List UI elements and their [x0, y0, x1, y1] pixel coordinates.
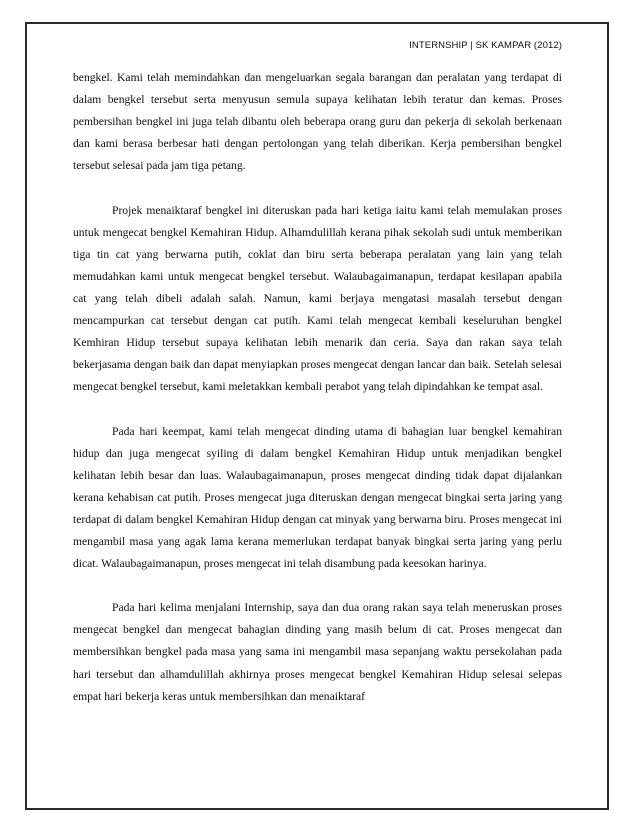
paragraph: Projek menaiktaraf bengkel ini diteruskan pada hari ketiga iaitu kami telah memulakan proses untuk mengecat bengkel Kemahiran Hidup. Alhamdulillah kerana pihak sekolah sudi untuk memberikan tiga tin cat yang berwarna putih, coklat dan biru serta beberapa peralatan yang lain yang telah memudahkan kami untuk mengecat bengkel tersebut. Walaubagaimanapun, terdapat kesilapan apabila cat yang telah dibeli adalah salah. Namun, kami berjaya mengatasi masalah tersebut dengan mencampurkan cat tersebut dengan cat putih. Kami telah mengecat kembali keseluruhan bengkel Kemhiran Hidup tersebut supaya kelihatan lebih menarik dan ceria. Saya dan rakan saya telah bekerjasama dengan baik dan dapat menyiapkan proses mengecat dengan lancar dan baik. Setelah selesai mengecat bengkel tersebut, kami meletakkan kembali perabot yang telah dipindahkan ke tempat asal. [73, 203, 562, 394]
paragraph-spacer [73, 398, 562, 420]
paragraph: bengkel. Kami telah memindahkan dan mengeluarkan segala barangan dan peralatan yang terdapat di dalam bengkel tersebut serta menyusun semula supaya kelihatan lebih teratur dan kemas. Proses pembersihan bengkel ini juga telah dibantu oleh beberapa orang guru dan pekerja di sekolah berkenaan dan kami berasa berbesar hati dengan pertolongan yang telah diberikan. Kerja pembersihan bengkel tersebut selesai pada jam tiga petang. [73, 71, 562, 173]
paragraph-spacer [73, 575, 562, 597]
paragraph: Pada hari keempat, kami telah mengecat dinding utama di bahagian luar bengkel kemahiran hidup dan juga mengecat syiling di dalam bengkel Kemahiran Hidup untuk menjadikan bengkel kelihatan lebih besar dan luas. Walaubagaimanapun, proses mengecat dinding tidak dapat dijalankan kerana kehabisan cat putih. Proses mengecat juga diteruskan dengan mengecat bingkai serta jaring yang terdapat di dalam bengkel Kemahiran Hidup dengan cat minyak yang berwarna biru. Proses mengecat ini mengambil masa yang agak lama kerana memerlukan terdapat banyak bingkai serta jaring yang perlu dicat. Walaubagaimanapun, proses mengecat ini telah disambung pada keesokan harinya. [73, 424, 562, 571]
page-header: INTERNSHIP | SK KAMPAR (2012) [409, 40, 562, 51]
document-body [73, 67, 562, 708]
paragraph-spacer [73, 177, 562, 199]
paragraph: Pada hari kelima menjalani Internship, saya dan dua orang rakan saya telah meneruskan proses mengecat bengkel dan mengecat bahagian dinding yang masih belum di cat. Proses mengecat dan membersihkan bengkel pada masa yang sama ini mengambil masa sepanjang waktu persekolahan pada hari tersebut dan alhamdulillah akhirnya proses mengecat bengkel Kemahiran Hidup selesai selepas empat hari bekerja keras untuk membersihkan dan menaiktaraf [73, 601, 562, 703]
